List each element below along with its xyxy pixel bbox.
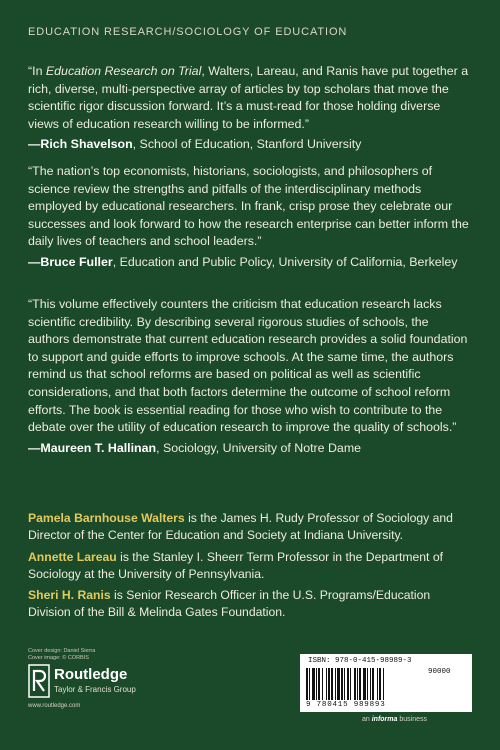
author-bio-lareau: Annette Lareau is the Stanley I. Sheerr Term Professor in the Department of Sociology at the University of Pennsylvania. [28,550,443,582]
barcode-bar [350,668,351,700]
barcode-bar [359,668,361,700]
barcode-bar [354,668,356,700]
endorser-name: —Maureen T. Hallinan [28,440,157,455]
author-name: Pamela Barnhouse Walters [28,511,185,525]
barcode-bar [312,668,315,700]
barcode-bar [337,668,340,700]
barcode-bar [367,668,368,700]
barcode-bar [331,668,333,700]
barcode-bars [306,668,424,700]
barcode-bar [357,668,358,700]
barcode-bar [363,668,366,700]
author-bio-walters: Pamela Barnhouse Walters is the James H. Rudy Professor of Sociology and Director of the Center for Education and Society at Indiana University. [28,511,453,543]
informa-tagline: an informa business [362,716,427,723]
informa-brand: informa [371,716,398,723]
cover-design-credit: Cover design: Daniel Sierra [28,648,96,654]
barcode-bar [341,668,343,700]
endorsement-2-attribution: —Bruce Fuller, Education and Public Policy, University of California, Berkeley [28,254,458,269]
routledge-r-icon [28,664,50,698]
cover-credits [28,648,95,662]
barcode-bar [328,668,330,700]
publisher-name: Routledge [54,666,128,683]
endorsement-2 [28,163,470,272]
book-title: Education Research on Trial [45,64,202,78]
barcode-bar [326,668,327,700]
cover-image-credit: Cover image: © CORBIS [28,655,89,661]
endorsement-3-attribution: —Maureen T. Hallinan, Sociology, University of Notre Dame [28,440,362,455]
barcode-bar [309,668,310,700]
barcode-bar [370,668,371,700]
barcode-bar [347,668,349,700]
author-name: Sheri H. Ranis [28,588,111,602]
isbn-barcode [300,654,472,712]
endorsement-3 [28,296,470,457]
author-name: Annette Lareau [28,550,117,564]
isbn-text: ISBN: 978-0-415-98989-3 [308,657,412,665]
barcode-bar [335,668,336,700]
barcode-bar [322,668,323,700]
endorser-name: —Rich Shavelson [28,137,133,152]
barcode-bar [377,668,378,700]
barcode-bar [344,668,345,700]
endorser-name: —Bruce Fuller [28,254,113,269]
endorsement-1 [28,63,470,154]
endorsement-1-attribution: —Rich Shavelson, School of Education, Stanford University [28,137,362,152]
barcode-bar [318,668,320,700]
barcode-bar [306,668,308,700]
publisher-website: www.routledge.com [28,703,81,709]
barcode-digits: 9 780415 989893 [306,701,386,709]
category-label: EDUCATION RESEARCH/SOCIOLOGY OF EDUCATION [28,26,348,38]
publisher-group: Taylor & Francis Group [54,685,136,694]
barcode-bar [372,668,374,700]
barcode-bar [379,668,381,700]
publisher-logo [28,664,168,704]
endorsement-1-text: “In Education Research on Trial, Walters, Lareau, and Ranis have put together a rich, diverse, multi-perspective array of articles by top scholars that move the scientific rigor discussion forward. It’s a must-read for those holding diverse views of education research willing to be informed.” [28,64,469,131]
endorsement-2-text: “The nation’s top economists, historians, sociologists, and philosophers of science review the strengths and pitfalls of the interdisciplinary methods employed by educational researchers. In frank, crisp prose they celebrate our successes and look forward to how the research enterprise can better inform the daily lives of teachers and school leaders.” [28,164,469,249]
barcode-bar [383,668,384,700]
author-bio-ranis: Sheri H. Ranis is Senior Research Officer in the U.S. Programs/Education Division of the Bill & Melinda Gates Foundation. [28,588,431,620]
endorsement-3-text: “This volume effectively counters the criticism that education research lacks scientific credibility. By describing several rigorous studies of schools, the authors demonstrate that current education research provides a solid foundation to support and guide efforts to improve schools. At the same time, the authors remind us that school reforms are based on political as well as scientific considerations, and that both factors determine the outcome of school reform efforts. The book is essential reading for those who wish to contribute to the debate over the utility of education research to improve the quality of schools.” [28,297,468,435]
barcode-bar [316,668,317,700]
price-code: 90000 [428,668,451,676]
